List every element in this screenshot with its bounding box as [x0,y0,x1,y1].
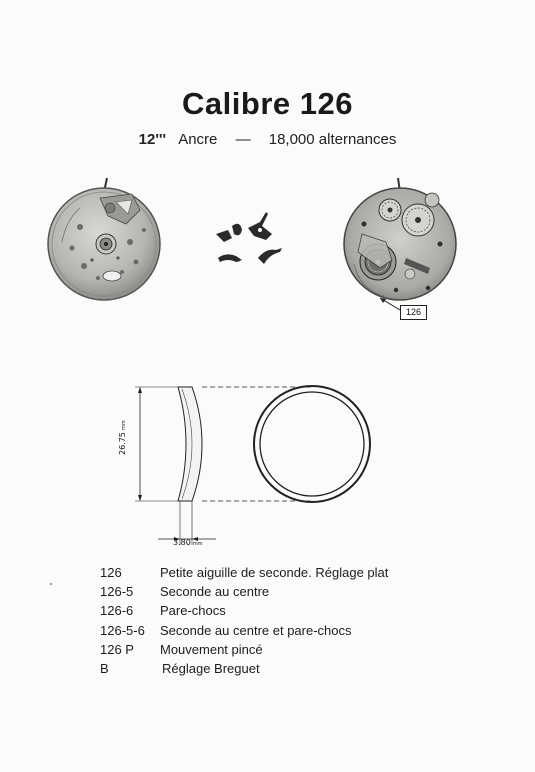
variant-item [100,642,500,661]
calibre-subtitle [0,131,535,148]
variant-description: Seconde au centre [160,584,270,600]
variant-code: 126 P [100,641,134,657]
movement-dial-side-figure [40,172,170,307]
variant-description: Réglage Breguet [162,660,260,676]
beat-frequency: 18,000 alternances [268,131,397,148]
margin-mark [50,583,52,585]
diameter-value: 26.75 [118,432,127,455]
thickness-dimension-label [173,538,203,547]
variant-description: Seconde au centre et pare-chocs [160,622,352,638]
variant-item [100,623,500,642]
variant-description: Pare-chocs [160,603,226,619]
dimension-drawing [130,375,390,555]
variant-code: 126-6 [100,603,134,619]
reference-label: 126 [400,305,427,320]
variant-code: B [100,660,109,676]
variant-item [100,584,500,603]
subtitle-separator: — [235,131,251,148]
variant-description: Petite aiguille de seconde. Réglage plat [160,565,389,580]
calibre-size: 12''' [138,131,167,148]
diameter-unit: mm [121,420,127,431]
movement-parts-figure [210,208,290,270]
movement-bridge-side-figure [336,172,466,307]
variant-item [100,661,500,680]
page-title: Calibre 126 [182,86,353,121]
variant-code: 126 [100,565,122,580]
thickness-value: 3.80 [173,538,191,547]
variant-code: 126-5-6 [100,622,145,638]
diameter-dimension-label [118,420,127,455]
thickness-unit: mm [192,541,203,547]
variant-description: Mouvement pincé [160,641,263,657]
variant-item [100,603,500,622]
escapement-type: Ancre [178,131,218,148]
variant-code: 126-5 [100,584,134,600]
variant-item [100,565,500,584]
variant-list [100,565,500,680]
